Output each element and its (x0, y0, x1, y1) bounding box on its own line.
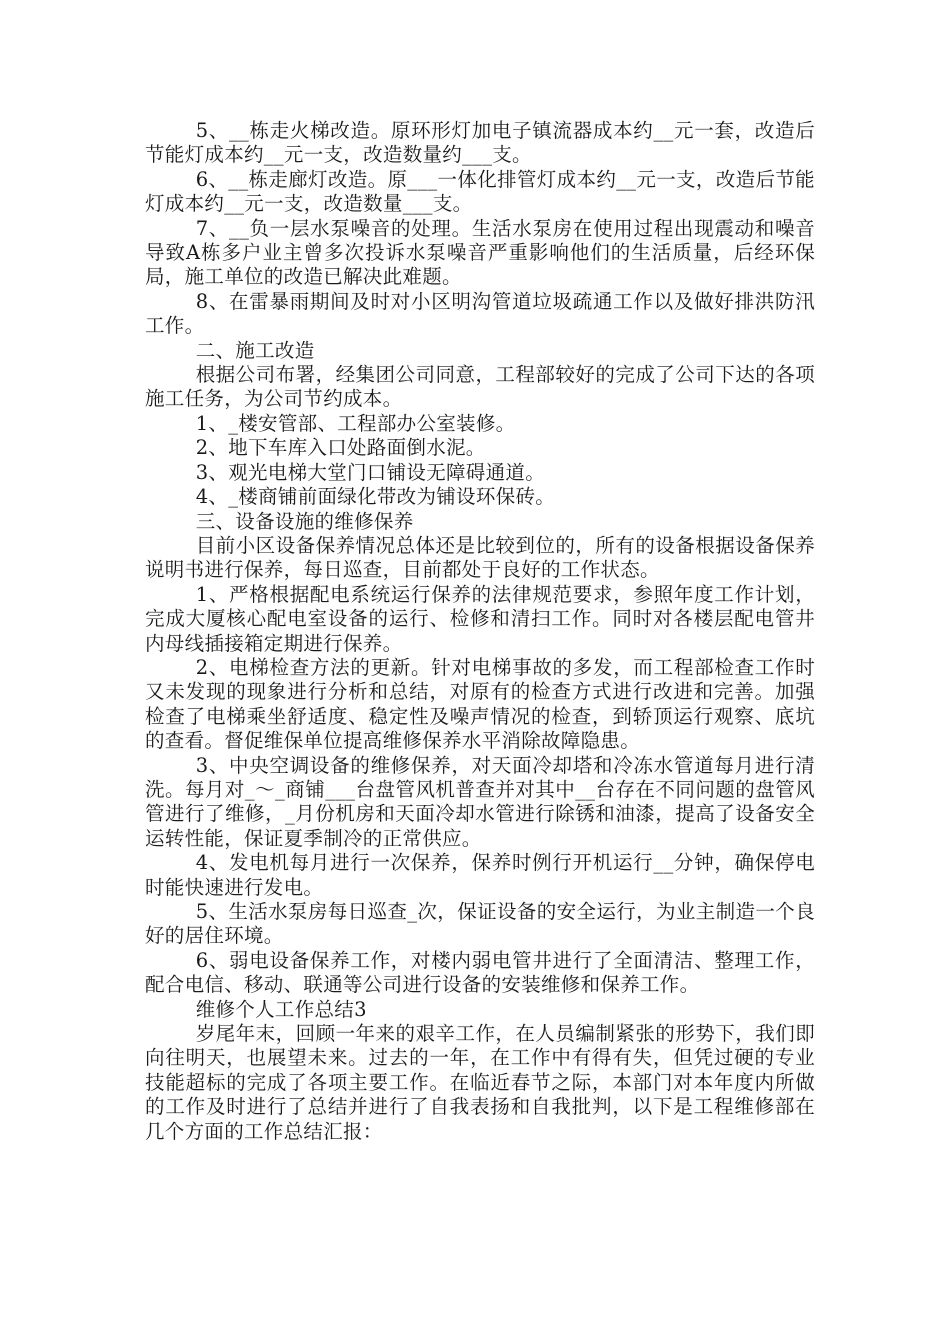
document-body (145, 119, 815, 1144)
document-subtitle: 维修个人工作总结3 (195, 997, 367, 1021)
paragraph-maintenance-1: 1、严格根据配电系统运行保养的法律规范要求，参照年度工作计划，完成大厦核心配电室设备的运行、检修和清扫工作。同时对各楼层配电管井内母线插接箱定期进行保养。 (145, 582, 815, 655)
paragraph-item-8-drainage: 8、在雷暴雨期间及时对小区明沟管道垃圾疏通工作以及做好排洪防汛工作。 (145, 289, 815, 338)
paragraph-construction-4: 4、_楼商铺前面绿化带改为铺设环保砖。 (195, 485, 556, 509)
paragraph-item-5-stairwell: 5、__栋走火梯改造。原环形灯加电子镇流器成本约__元一套，改造后节能灯成本约__元一支，改造数量约___支。 (145, 119, 815, 167)
paragraph-maintenance-5: 5、生活水泵房每日巡查_次，保证设备的安全运行，为业主制造一个良好的居住环境。 (145, 900, 815, 948)
paragraph-maintenance-intro: 目前小区设备保养情况总体还是比较到位的，所有的设备根据设备保养说明书进行保养，每日巡查，目前都处于良好的工作状态。 (145, 533, 815, 582)
section-heading-maintenance: 三、设备设施的维修保养 (195, 509, 414, 533)
section-heading-construction: 二、施工改造 (195, 338, 315, 362)
paragraph-item-6-corridor: 6、__栋走廊灯改造。原___一体化排管灯成本约__元一支，改造后节能灯成本约__元一支，改造数量___支。 (145, 167, 815, 216)
paragraph-construction-1: 1、_楼安管部、工程部办公室装修。 (195, 411, 516, 435)
paragraph-summary-intro: 岁尾年末，回顾一年来的艰辛工作，在人员编制紧张的形势下，我们即向往明天，也展望未来。过去的一年，在工作中有得有失，但凭过硬的专业技能超标的完成了各项主要工作。在临近春节之际，本部门对本年度内所做的工作及时进行了总结并进行了自我表扬和自我批判，以下是工程维修部在几个方面的工作总结汇报： (145, 1022, 815, 1143)
paragraph-construction-intro: 根据公司布署，经集团公司同意，工程部较好的完成了公司下达的各项施工任务，为公司节约成本。 (145, 363, 815, 411)
paragraph-maintenance-3: 3、中央空调设备的维修保养，对天面冷却塔和冷冻水管道每月进行清洗。每月对_～_商铺___台盘管风机普查并对其中__台存在不同问题的盘管风管进行了维修，_月份机房和天面冷却水管进行除锈和油漆，提高了设备安全运转性能，保证夏季制冷的正常供应。 (145, 753, 815, 850)
paragraph-maintenance-2: 2、电梯检查方法的更新。针对电梯事故的多发，而工程部检查工作时又未发现的现象进行分析和总结，对原有的检查方式进行改进和完善。加强检查了电梯乘坐舒适度、稳定性及噪声情况的检查，到轿顶运行观察、底坑的查看。督促维保单位提高维修保养水平消除故障隐患。 (145, 655, 815, 753)
paragraph-item-7-pump-noise: 7、__负一层水泵噪音的处理。生活水泵房在使用过程出现震动和噪音导致A栋多户业主曾多次投诉水泵噪音严重影响他们的生活质量，后经环保局，施工单位的改造已解决此难题。 (145, 216, 815, 289)
paragraph-maintenance-6: 6、弱电设备保养工作，对楼内弱电管井进行了全面清洁、整理工作，配合电信、移动、联通等公司进行设备的安装维修和保养工作。 (145, 948, 815, 997)
paragraph-maintenance-4: 4、发电机每月进行一次保养，保养时例行开机运行__分钟，确保停电时能快速进行发电。 (145, 851, 815, 899)
paragraph-construction-3: 3、观光电梯大堂门口铺设无障碍通道。 (195, 460, 545, 484)
paragraph-construction-2: 2、地下车库入口处路面倒水泥。 (195, 436, 486, 460)
